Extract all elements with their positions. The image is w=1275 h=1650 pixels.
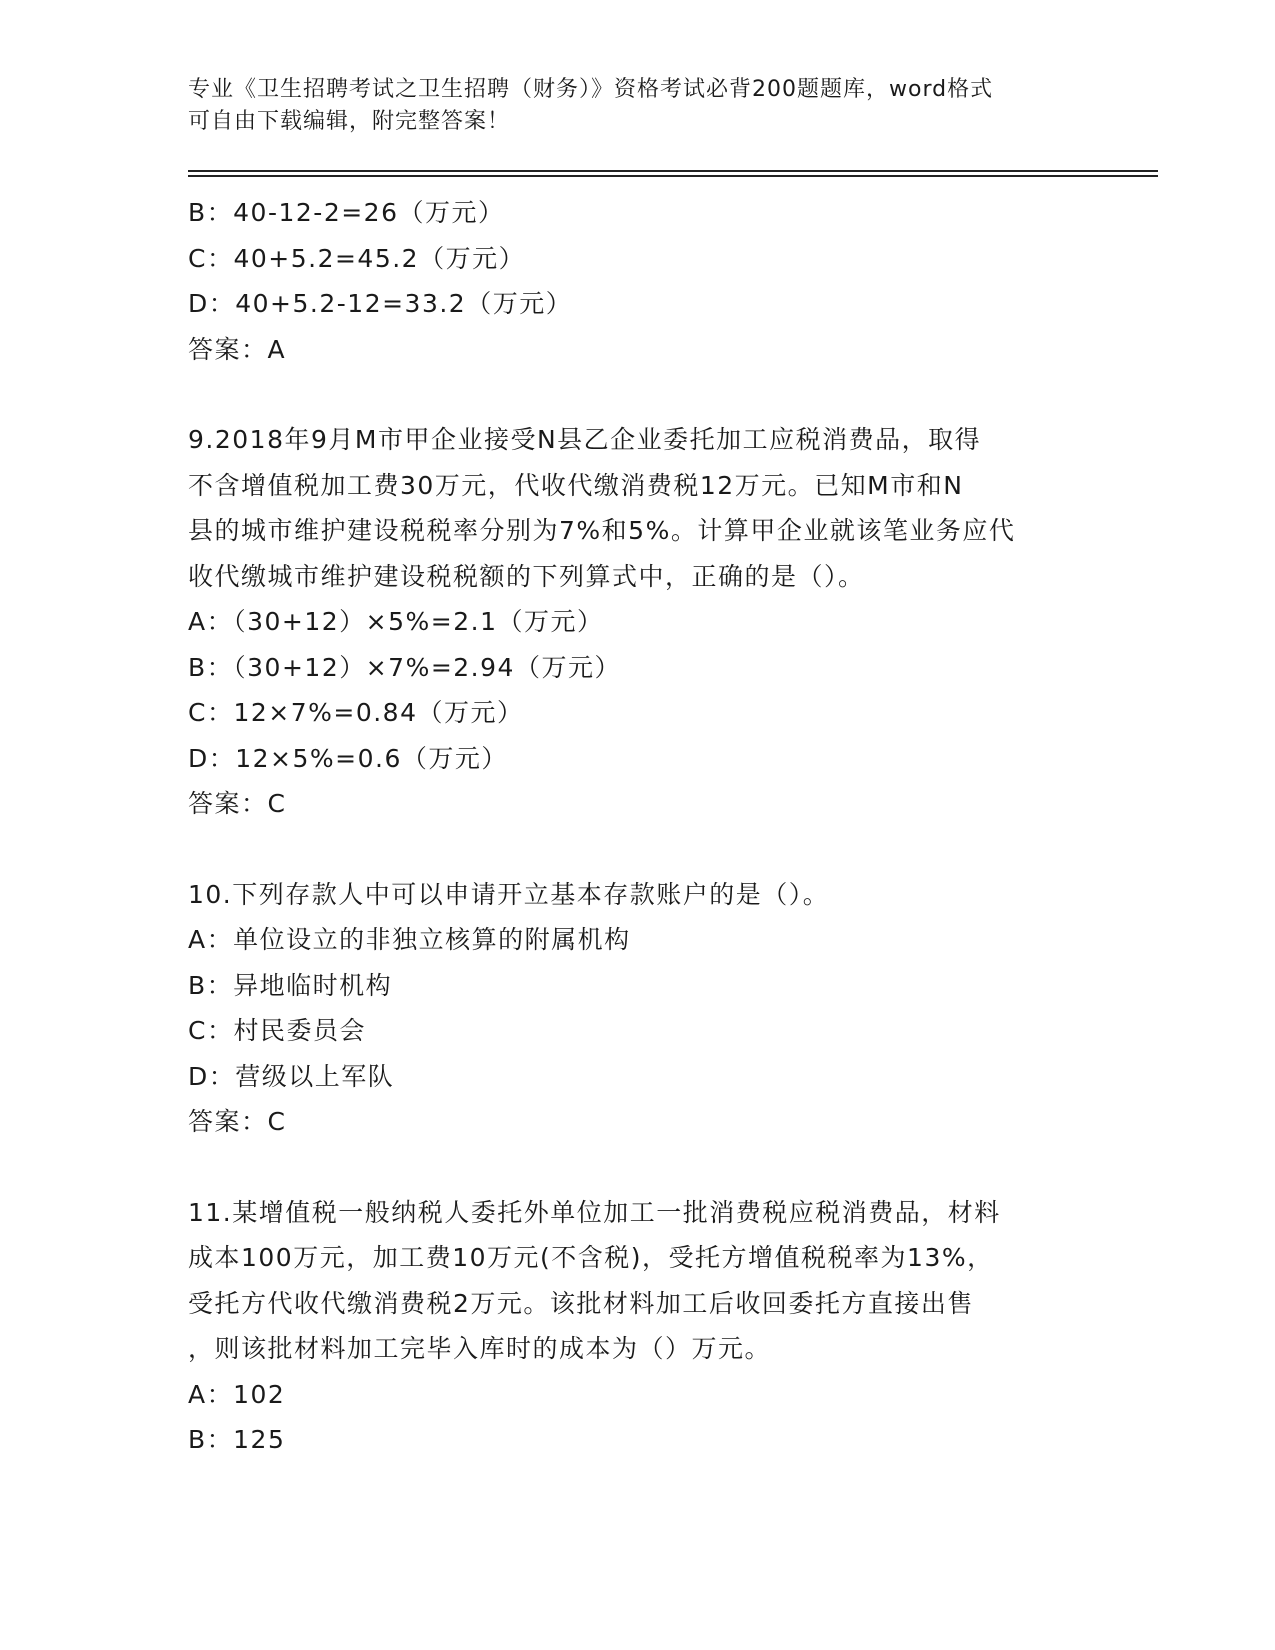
option-a: A：102 [188,1379,286,1409]
question-text-line: 成本100万元，加工费10万元(不含税)，受托方增值税税率为13%， [188,1243,994,1272]
header-divider-bottom [188,175,1158,177]
option-b: B：（30+12）×7%=2.94（万元） [188,652,621,682]
header-line-1: 专业《卫生招聘考试之卫生招聘（财务）》资格考试必背200题题库，word格式 [188,77,994,102]
option-d: D：营级以上军队 [188,1061,395,1091]
answer-line: 答案：C [188,789,287,818]
question-text-line: 11.某增值税一般纳税人委托外单位加工一批消费税应税消费品，材料 [188,1197,1001,1227]
option-a: A：（30+12）×5%=2.1（万元） [188,607,604,636]
option-d: D：40+5.2-12=33.2（万元） [188,289,573,318]
document-header [188,74,1088,138]
header-divider-top [188,170,1158,172]
option-d: D：12×5%=0.6（万元） [188,743,508,773]
question-text-line: 不含增值税加工费30万元，代收代缴消费税12万元。已知M市和N [188,470,964,500]
option-b: B：40-12-2=26（万元） [188,198,505,227]
option-c: C：40+5.2=45.2（万元） [188,243,526,273]
option-c: C：12×7%=0.84（万元） [188,698,524,727]
header-line-2: 可自由下载编辑，附完整答案！ [188,109,511,134]
question-10 [188,872,1088,1145]
option-b: B：异地临时机构 [188,970,393,1000]
document-body [188,190,1088,1463]
question-text-line: 9.2018年9月M市甲企业接受N县乙企业委托加工应税消费品，取得 [188,425,982,454]
question-11 [188,1190,1088,1463]
question-text-line: 受托方代收代缴消费税2万元。该批材料加工后收回委托方直接出售 [188,1288,974,1318]
option-b: B：125 [188,1425,286,1454]
question-9 [188,417,1088,827]
question-text-line: 收代缴城市维护建设税税额的下列算式中，正确的是（）。 [188,561,865,591]
answer-line: 答案：C [188,1107,287,1136]
answer-line: 答案：A [188,334,287,364]
question-text-line: ，则该批材料加工完毕入库时的成本为（）万元。 [188,1334,772,1363]
question-8-tail [188,190,1088,372]
option-a: A：单位设立的非独立核算的附属机构 [188,925,631,954]
option-c: C：村民委员会 [188,1016,366,1045]
question-text-line: 10.下列存款人中可以申请开立基本存款账户的是（）。 [188,879,830,909]
question-text-line: 县的城市维护建设税税率分别为7%和5%。计算甲企业就该笔业务应代 [188,516,1016,545]
